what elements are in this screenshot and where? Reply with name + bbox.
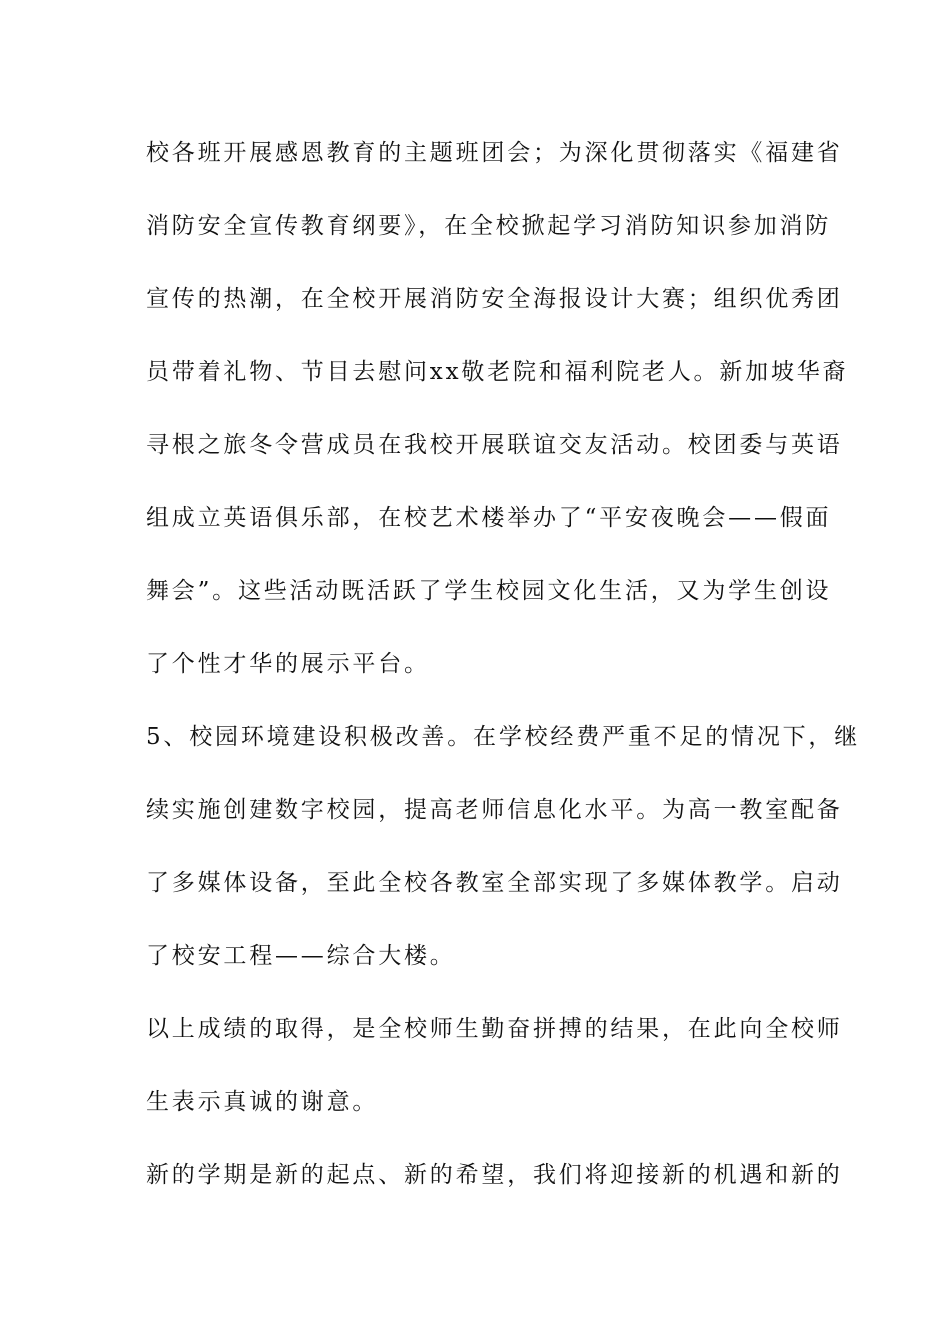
text-line: 组成立英语俱乐部，在校艺术楼举办了“平安夜晚会——假面 — [146, 505, 832, 531]
text-line: 续实施创建数字校园，提高老师信息化水平。为高一教室配备 — [146, 797, 843, 823]
text-line: 员带着礼物、节目去慰问xx敬老院和福利院老人。新加坡华裔 — [146, 359, 849, 385]
text-line: 了个性才华的展示平台。 — [146, 651, 430, 677]
text-line: 宣传的热潮，在全校开展消防安全海报设计大赛；组织优秀团 — [146, 286, 843, 312]
text-line: 了校安工程——综合大楼。 — [146, 943, 456, 969]
text-line: 5、校园环境建设积极改善。在学校经费严重不足的情况下，继 — [146, 724, 861, 750]
document-body — [146, 130, 861, 1225]
text-line: 消防安全宣传教育纲要》，在全校掀起学习消防知识参加消防 — [146, 213, 832, 239]
text-line: 生表示真诚的谢意。 — [146, 1089, 379, 1115]
text-line: 校各班开展感恩教育的主题班团会；为深化贯彻落实《福建省 — [146, 140, 843, 166]
text-line: 舞会”。这些活动既活跃了学生校园文化生活，又为学生创设 — [146, 578, 832, 604]
text-line: 以上成绩的取得，是全校师生勤奋拼搏的结果，在此向全校师 — [146, 1016, 843, 1042]
text-line: 了多媒体设备，至此全校各教室全部实现了多媒体教学。启动 — [146, 870, 843, 896]
text-line: 新的学期是新的起点、新的希望，我们将迎接新的机遇和新的 — [146, 1162, 843, 1188]
text-line: 寻根之旅冬令营成员在我校开展联谊交友活动。校团委与英语 — [146, 432, 843, 458]
